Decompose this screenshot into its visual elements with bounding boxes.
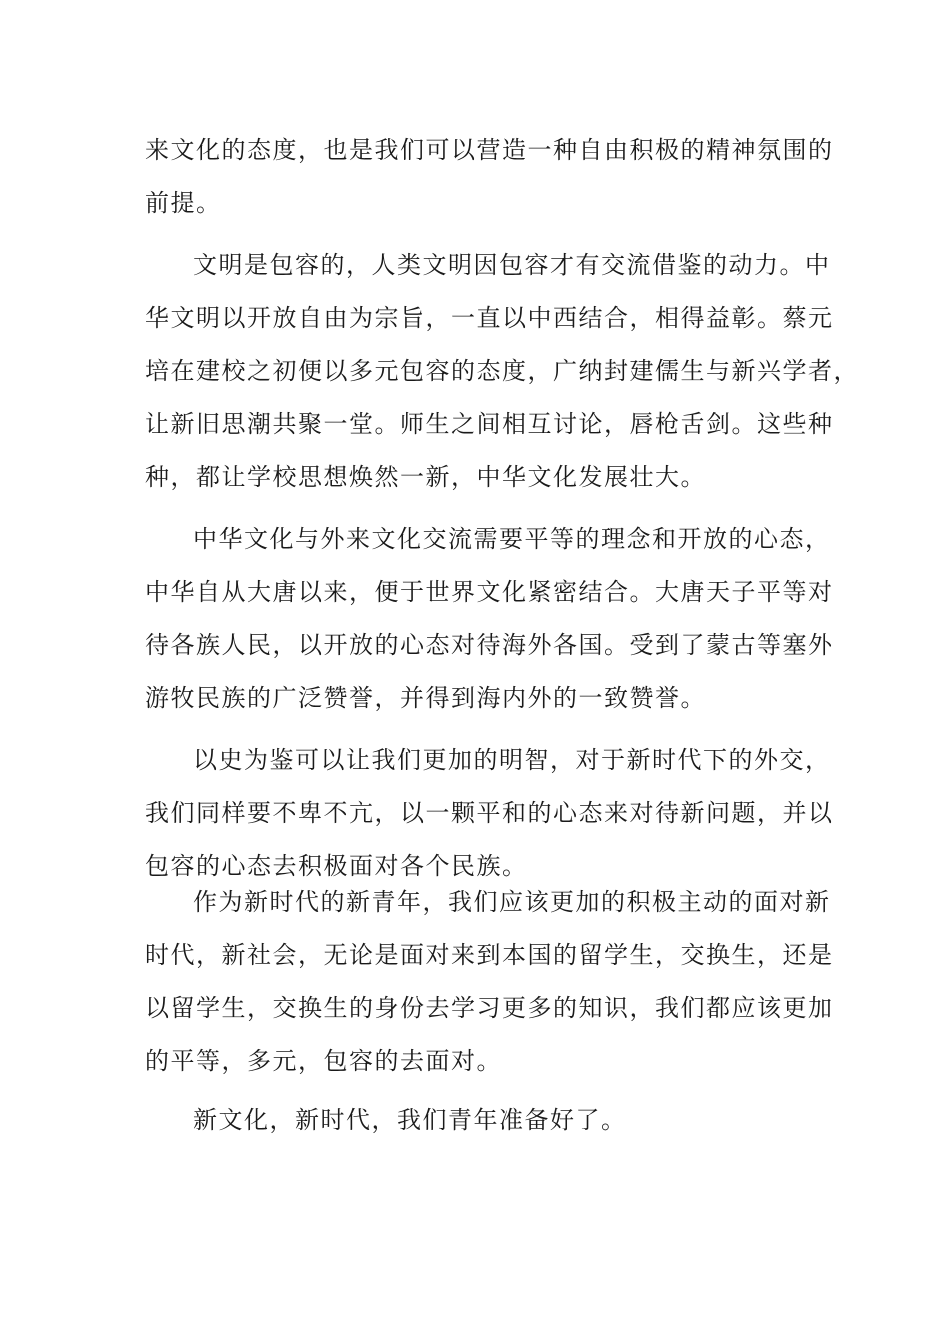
paragraph-5 bbox=[145, 876, 834, 1088]
paragraph-4 bbox=[145, 734, 834, 893]
paragraph-line: 中华文化与外来文化交流需要平等的理念和开放的心态， bbox=[193, 525, 831, 553]
paragraph-1 bbox=[145, 124, 834, 230]
paragraph-line: 时代，新社会，无论是面对来到本国的留学生，交换生，还是 bbox=[145, 941, 834, 969]
paragraph-line: 培在建校之初便以多元包容的态度，广纳封建儒生与新兴学者， bbox=[145, 357, 859, 385]
paragraph-line: 前提。 bbox=[145, 189, 222, 217]
paragraph-line: 的平等，多元，包容的去面对。 bbox=[145, 1047, 502, 1075]
paragraph-line: 待各族人民，以开放的心态对待海外各国。受到了蒙古等塞外 bbox=[145, 631, 834, 659]
paragraph-line: 让新旧思潮共聚一堂。师生之间相互讨论，唇枪舌剑。这些种 bbox=[145, 410, 834, 438]
paragraph-3 bbox=[145, 513, 834, 725]
paragraph-2 bbox=[145, 239, 859, 504]
paragraph-line: 华文明以开放自由为宗旨，一直以中西结合，相得益彰。蔡元 bbox=[145, 304, 834, 332]
paragraph-line: 中华自从大唐以来，便于世界文化紧密结合。大唐天子平等对 bbox=[145, 578, 834, 606]
paragraph-line: 新文化，新时代，我们青年准备好了。 bbox=[193, 1106, 627, 1134]
paragraph-line: 作为新时代的新青年，我们应该更加的积极主动的面对新 bbox=[193, 888, 831, 916]
paragraph-line: 以留学生，交换生的身份去学习更多的知识，我们都应该更加 bbox=[145, 994, 834, 1022]
paragraph-line: 文明是包容的，人类文明因包容才有交流借鉴的动力。中 bbox=[193, 251, 831, 279]
paragraph-line: 游牧民族的广泛赞誉，并得到海内外的一致赞誉。 bbox=[145, 684, 706, 712]
paragraph-line: 以史为鉴可以让我们更加的明智，对于新时代下的外交， bbox=[193, 746, 831, 774]
paragraph-line: 来文化的态度，也是我们可以营造一种自由积极的精神氛围的 bbox=[145, 136, 834, 164]
paragraph-line: 包容的心态去积极面对各个民族。 bbox=[145, 852, 528, 880]
paragraph-line: 种，都让学校思想焕然一新，中华文化发展壮大。 bbox=[145, 463, 706, 491]
paragraph-6 bbox=[145, 1094, 810, 1147]
paragraph-line: 我们同样要不卑不亢，以一颗平和的心态来对待新问题，并以 bbox=[145, 799, 834, 827]
